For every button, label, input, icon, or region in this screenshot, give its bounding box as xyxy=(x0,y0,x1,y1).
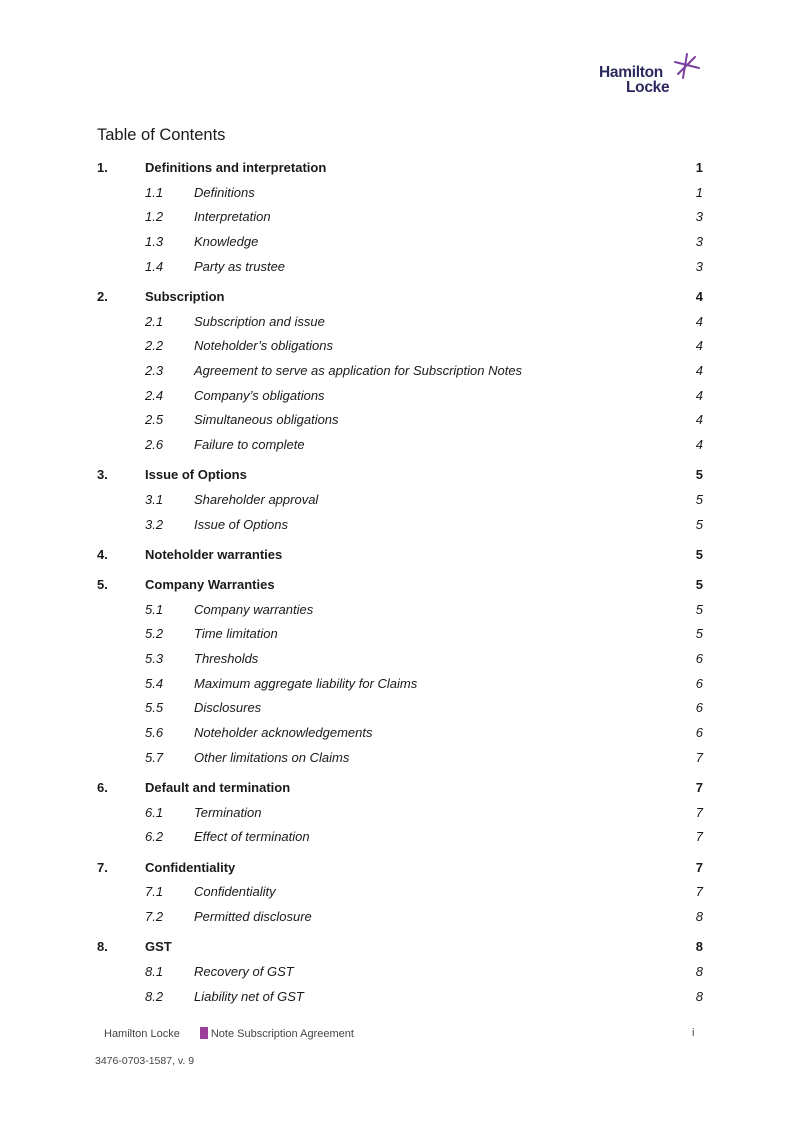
toc-section[interactable] xyxy=(97,545,703,570)
toc-number: 7.1 xyxy=(145,884,164,900)
toc-label: Party as trustee xyxy=(194,258,286,274)
toc-page-number: 6 xyxy=(695,700,703,716)
toc-label: Company warranties xyxy=(194,601,314,617)
toc-label: Noteholder warranties xyxy=(145,546,283,562)
toc-page-number: 7 xyxy=(695,780,703,795)
toc-number: 8. xyxy=(97,939,108,955)
toc-subsection[interactable] xyxy=(97,827,703,852)
toc-label: GST xyxy=(145,939,172,955)
toc-subsection[interactable] xyxy=(97,748,703,773)
toc-page-number: 3 xyxy=(695,258,703,274)
toc-page-number: 6 xyxy=(695,675,703,691)
toc-page-number: 5 xyxy=(695,491,703,507)
toc-page-number: 4 xyxy=(695,313,703,329)
toc-number: 8.1 xyxy=(145,963,164,979)
toc-label: Interpretation xyxy=(194,209,271,225)
toc-number: 1. xyxy=(97,160,108,175)
toc-number: 4. xyxy=(97,546,108,562)
toc-section[interactable] xyxy=(97,465,703,490)
toc-page-number: 7 xyxy=(695,749,703,765)
toc-label: Other limitations on Claims xyxy=(194,749,350,765)
toc-page-number: 4 xyxy=(695,412,703,428)
toc-label: Definitions xyxy=(194,184,255,200)
toc-page-number: 6 xyxy=(695,651,703,667)
toc-subsection[interactable] xyxy=(97,649,703,674)
toc-label: Simultaneous obligations xyxy=(194,412,339,428)
toc-label: Subscription and issue xyxy=(194,313,325,329)
hamilton-locke-logo xyxy=(599,52,704,98)
toc-page-number: 4 xyxy=(695,387,703,403)
toc-number: 6.2 xyxy=(145,829,164,845)
toc-number: 5. xyxy=(97,577,108,592)
toc-label: Issue of Options xyxy=(145,467,247,483)
toc-page-number: 8 xyxy=(695,963,703,979)
toc-subsection[interactable] xyxy=(97,257,703,282)
toc-page-number: 7 xyxy=(695,884,703,900)
toc-section[interactable] xyxy=(97,937,703,962)
toc-page-number: 7 xyxy=(695,829,703,845)
toc-number: 7. xyxy=(97,859,108,875)
toc-label: Confidentiality xyxy=(194,884,276,900)
toc-page-number: 5 xyxy=(695,626,703,642)
logo-line-1: Hamilton xyxy=(599,64,663,81)
toc-label: Time limitation xyxy=(194,626,278,642)
toc-page-number: 4 xyxy=(695,338,703,354)
toc-subsection[interactable] xyxy=(97,882,703,907)
footer-firm: Hamilton Locke xyxy=(104,1028,180,1040)
logo-line-2: Locke xyxy=(626,79,670,96)
toc-page-number: 3 xyxy=(695,209,703,225)
toc-subsection[interactable] xyxy=(97,962,703,987)
toc-subsection[interactable] xyxy=(97,987,703,1012)
toc-page-number: 4 xyxy=(695,363,703,378)
toc-label: Shareholder approval xyxy=(194,491,319,507)
toc-page-number: 4 xyxy=(695,288,703,304)
toc-label: Subscription xyxy=(145,288,225,304)
toc-subsection[interactable] xyxy=(97,386,703,411)
toc-label: Recovery of GST xyxy=(194,963,294,979)
footer-page-number: i xyxy=(692,1027,695,1039)
toc-number: 2.3 xyxy=(145,363,164,378)
toc-page-number: 5 xyxy=(695,467,703,483)
footer xyxy=(104,1027,354,1040)
toc-subsection[interactable] xyxy=(97,803,703,828)
toc-number: 2.5 xyxy=(145,412,164,428)
toc-label: Agreement to serve as application for Subscription Notes xyxy=(194,363,523,378)
toc-page-number: 7 xyxy=(695,804,703,820)
toc-subsection[interactable] xyxy=(97,674,703,699)
toc-page-number: 3 xyxy=(695,234,703,250)
toc-page-number: 4 xyxy=(695,437,703,453)
toc-subsection[interactable] xyxy=(97,600,703,625)
toc-label: Disclosures xyxy=(194,700,262,716)
toc-label: Maximum aggregate liability for Claims xyxy=(194,675,418,691)
toc-number: 5.7 xyxy=(145,749,164,765)
toc-number: 2.2 xyxy=(145,338,164,354)
toc-number: 1.1 xyxy=(145,184,164,200)
toc-number: 5.5 xyxy=(145,700,164,716)
toc-page-number: 8 xyxy=(695,988,703,1004)
toc-number: 8.2 xyxy=(145,988,164,1004)
toc-number: 5.6 xyxy=(145,725,164,741)
toc-label: Default and termination xyxy=(145,780,291,795)
toc-label: Definitions and interpretation xyxy=(145,160,327,175)
toc-label: Termination xyxy=(194,804,262,820)
toc-page-number: 5 xyxy=(695,546,703,562)
toc-page-number: 1 xyxy=(695,160,703,175)
toc-number: 2.6 xyxy=(145,437,164,453)
footer-accent-bar xyxy=(200,1027,208,1039)
toc-number: 5.4 xyxy=(145,675,164,691)
toc-section[interactable] xyxy=(97,858,703,883)
toc-subsection[interactable] xyxy=(97,410,703,435)
toc-label: Noteholder’s obligations xyxy=(194,338,334,354)
toc-label: Thresholds xyxy=(194,651,259,667)
toc-number: 3.2 xyxy=(145,516,164,532)
toc-label: Liability net of GST xyxy=(194,988,304,1004)
document-id: 3476-0703-1587, v. 9 xyxy=(95,1055,195,1067)
toc-number: 5.2 xyxy=(145,626,164,642)
table-of-contents xyxy=(97,158,703,1011)
toc-section[interactable] xyxy=(97,287,703,312)
toc-page-number: 5 xyxy=(695,516,703,532)
toc-subsection[interactable] xyxy=(97,490,703,515)
toc-label: Company Warranties xyxy=(145,577,275,592)
toc-number: 5.1 xyxy=(145,601,164,617)
toc-page-number: 5 xyxy=(695,577,703,592)
toc-label: Noteholder acknowledgements xyxy=(194,725,373,741)
toc-number: 3.1 xyxy=(145,491,164,507)
toc-number: 5.3 xyxy=(145,651,164,667)
toc-label: Permitted disclosure xyxy=(194,908,312,924)
toc-number: 1.4 xyxy=(145,258,164,274)
toc-page-number: 1 xyxy=(695,184,703,200)
toc-subsection[interactable] xyxy=(97,723,703,748)
toc-page-number: 6 xyxy=(695,725,703,741)
toc-subsection[interactable] xyxy=(97,361,703,386)
toc-page-number: 8 xyxy=(695,939,703,955)
toc-section[interactable] xyxy=(97,575,703,600)
toc-subsection[interactable] xyxy=(97,624,703,649)
toc-section[interactable] xyxy=(97,778,703,803)
toc-page-number: 7 xyxy=(695,859,703,875)
toc-subsection[interactable] xyxy=(97,232,703,257)
toc-title: Table of Contents xyxy=(97,126,226,144)
logo-star-icon xyxy=(673,52,701,80)
toc-number: 2.4 xyxy=(145,387,164,403)
toc-number: 2. xyxy=(97,288,108,304)
toc-number: 3. xyxy=(97,467,108,483)
toc-label: Company’s obligations xyxy=(194,387,325,403)
toc-label: Knowledge xyxy=(194,234,259,250)
footer-document-title: Note Subscription Agreement xyxy=(210,1028,354,1040)
toc-subsection[interactable] xyxy=(97,207,703,232)
toc-section[interactable] xyxy=(97,158,703,183)
toc-subsection[interactable] xyxy=(97,907,703,932)
toc-subsection[interactable] xyxy=(97,312,703,337)
toc-label: Failure to complete xyxy=(194,437,305,453)
toc-page-number: 8 xyxy=(695,908,703,924)
toc-subsection[interactable] xyxy=(97,183,703,208)
toc-subsection[interactable] xyxy=(97,435,703,460)
toc-number: 1.2 xyxy=(145,209,164,225)
toc-label: Issue of Options xyxy=(194,516,288,532)
toc-label: Effect of termination xyxy=(194,829,310,845)
toc-number: 6. xyxy=(97,780,108,795)
toc-subsection[interactable] xyxy=(97,698,703,723)
toc-subsection[interactable] xyxy=(97,336,703,361)
toc-page-number: 5 xyxy=(695,601,703,617)
toc-number: 7.2 xyxy=(145,908,164,924)
toc-label: Confidentiality xyxy=(145,859,236,875)
toc-number: 6.1 xyxy=(145,804,164,820)
toc-number: 2.1 xyxy=(145,313,164,329)
toc-number: 1.3 xyxy=(145,234,164,250)
toc-subsection[interactable] xyxy=(97,515,703,540)
